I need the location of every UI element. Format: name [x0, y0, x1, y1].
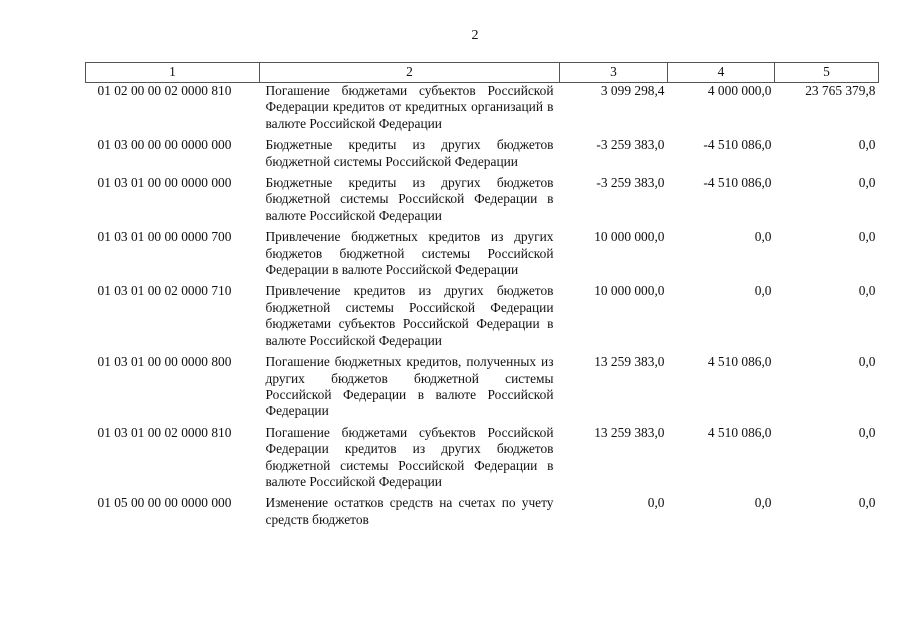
value-col-3: 13 259 383,0: [594, 354, 665, 370]
budget-sources-table: [85, 62, 879, 533]
value-col-5: 0,0: [858, 495, 876, 511]
budget-code: 01 03 01 00 00 0000 700: [97, 229, 232, 245]
table-row: [86, 283, 879, 354]
value-col-3: 10 000 000,0: [594, 283, 665, 299]
value-col-3: -3 259 383,0: [596, 175, 665, 191]
budget-code: 01 03 01 00 02 0000 710: [97, 283, 232, 299]
item-name: Погашение бюджетных кредитов, полученных из других бюджетов бюджетной системы Российской Федерации в валюте Российской Федерации: [265, 354, 554, 419]
item-name: Изменение остатков средств на счетах по учету средств бюджетов: [265, 495, 554, 527]
value-col-5: 0,0: [858, 424, 876, 440]
table-row: [86, 495, 879, 533]
item-name: Привлечение бюджетных кредитов из других бюджетов бюджетной системы Российской Федерации в валюте Российской Федерации: [265, 229, 554, 278]
table-header-row: [86, 63, 879, 83]
table-row: [86, 425, 879, 496]
budget-code: 01 02 00 00 02 0000 810: [97, 83, 232, 98]
value-col-3: 13 259 383,0: [594, 424, 665, 440]
item-name: Бюджетные кредиты из других бюджетов бюджетной системы Российской Федерации в валюте Российской Федерации: [265, 175, 554, 223]
value-col-4: 0,0: [754, 283, 772, 299]
table-row: [86, 83, 879, 138]
page-number: 2: [471, 28, 479, 43]
value-col-3: 10 000 000,0: [594, 229, 665, 245]
value-col-4: 0,0: [754, 495, 772, 511]
value-col-5: 23 765 379,8: [805, 83, 876, 98]
item-name: Привлечение кредитов из других бюджетов бюджетной системы Российской Федерации бюджетами субъектов Российской Федерации в валюте Российской Федерации: [265, 283, 554, 348]
budget-code: 01 03 01 00 00 0000 000: [97, 175, 232, 191]
budget-code: 01 03 00 00 00 0000 000: [97, 137, 232, 153]
header-col-4: 4: [668, 63, 775, 83]
header-col-3: 3: [560, 63, 668, 83]
value-col-3: 3 099 298,4: [600, 83, 665, 98]
budget-code: 01 03 01 00 02 0000 810: [97, 424, 232, 440]
value-col-5: 0,0: [858, 175, 876, 191]
budget-code: 01 03 01 00 00 0000 800: [97, 354, 232, 370]
value-col-5: 0,0: [858, 137, 876, 153]
table-row: [86, 354, 879, 425]
item-name: Погашение бюджетами субъектов Российской Федерации кредитов из других бюджетов бюджетной системы Российской Федерации в валюте Российской Федерации: [265, 424, 554, 489]
value-col-5: 0,0: [858, 354, 876, 370]
value-col-4: 4 510 086,0: [707, 424, 772, 440]
value-col-3: 0,0: [647, 495, 665, 511]
value-col-3: -3 259 383,0: [596, 137, 665, 153]
table-row: [86, 175, 879, 229]
table-row: [86, 137, 879, 175]
value-col-4: 4 510 086,0: [707, 354, 772, 370]
table-row: [86, 229, 879, 283]
value-col-4: 0,0: [754, 229, 772, 245]
item-name: Погашение бюджетами субъектов Российской Федерации кредитов от кредитных организаций в валюте Российской Федерации: [265, 83, 554, 131]
value-col-4: -4 510 086,0: [703, 137, 772, 153]
header-col-5: 5: [775, 63, 879, 83]
value-col-4: -4 510 086,0: [703, 175, 772, 191]
item-name: Бюджетные кредиты из других бюджетов бюджетной системы Российской Федерации: [265, 137, 554, 169]
value-col-5: 0,0: [858, 229, 876, 245]
header-col-1: 1: [86, 63, 260, 83]
value-col-5: 0,0: [858, 283, 876, 299]
header-col-2: 2: [260, 63, 560, 83]
value-col-4: 4 000 000,0: [707, 83, 772, 98]
budget-code: 01 05 00 00 00 0000 000: [97, 495, 232, 511]
